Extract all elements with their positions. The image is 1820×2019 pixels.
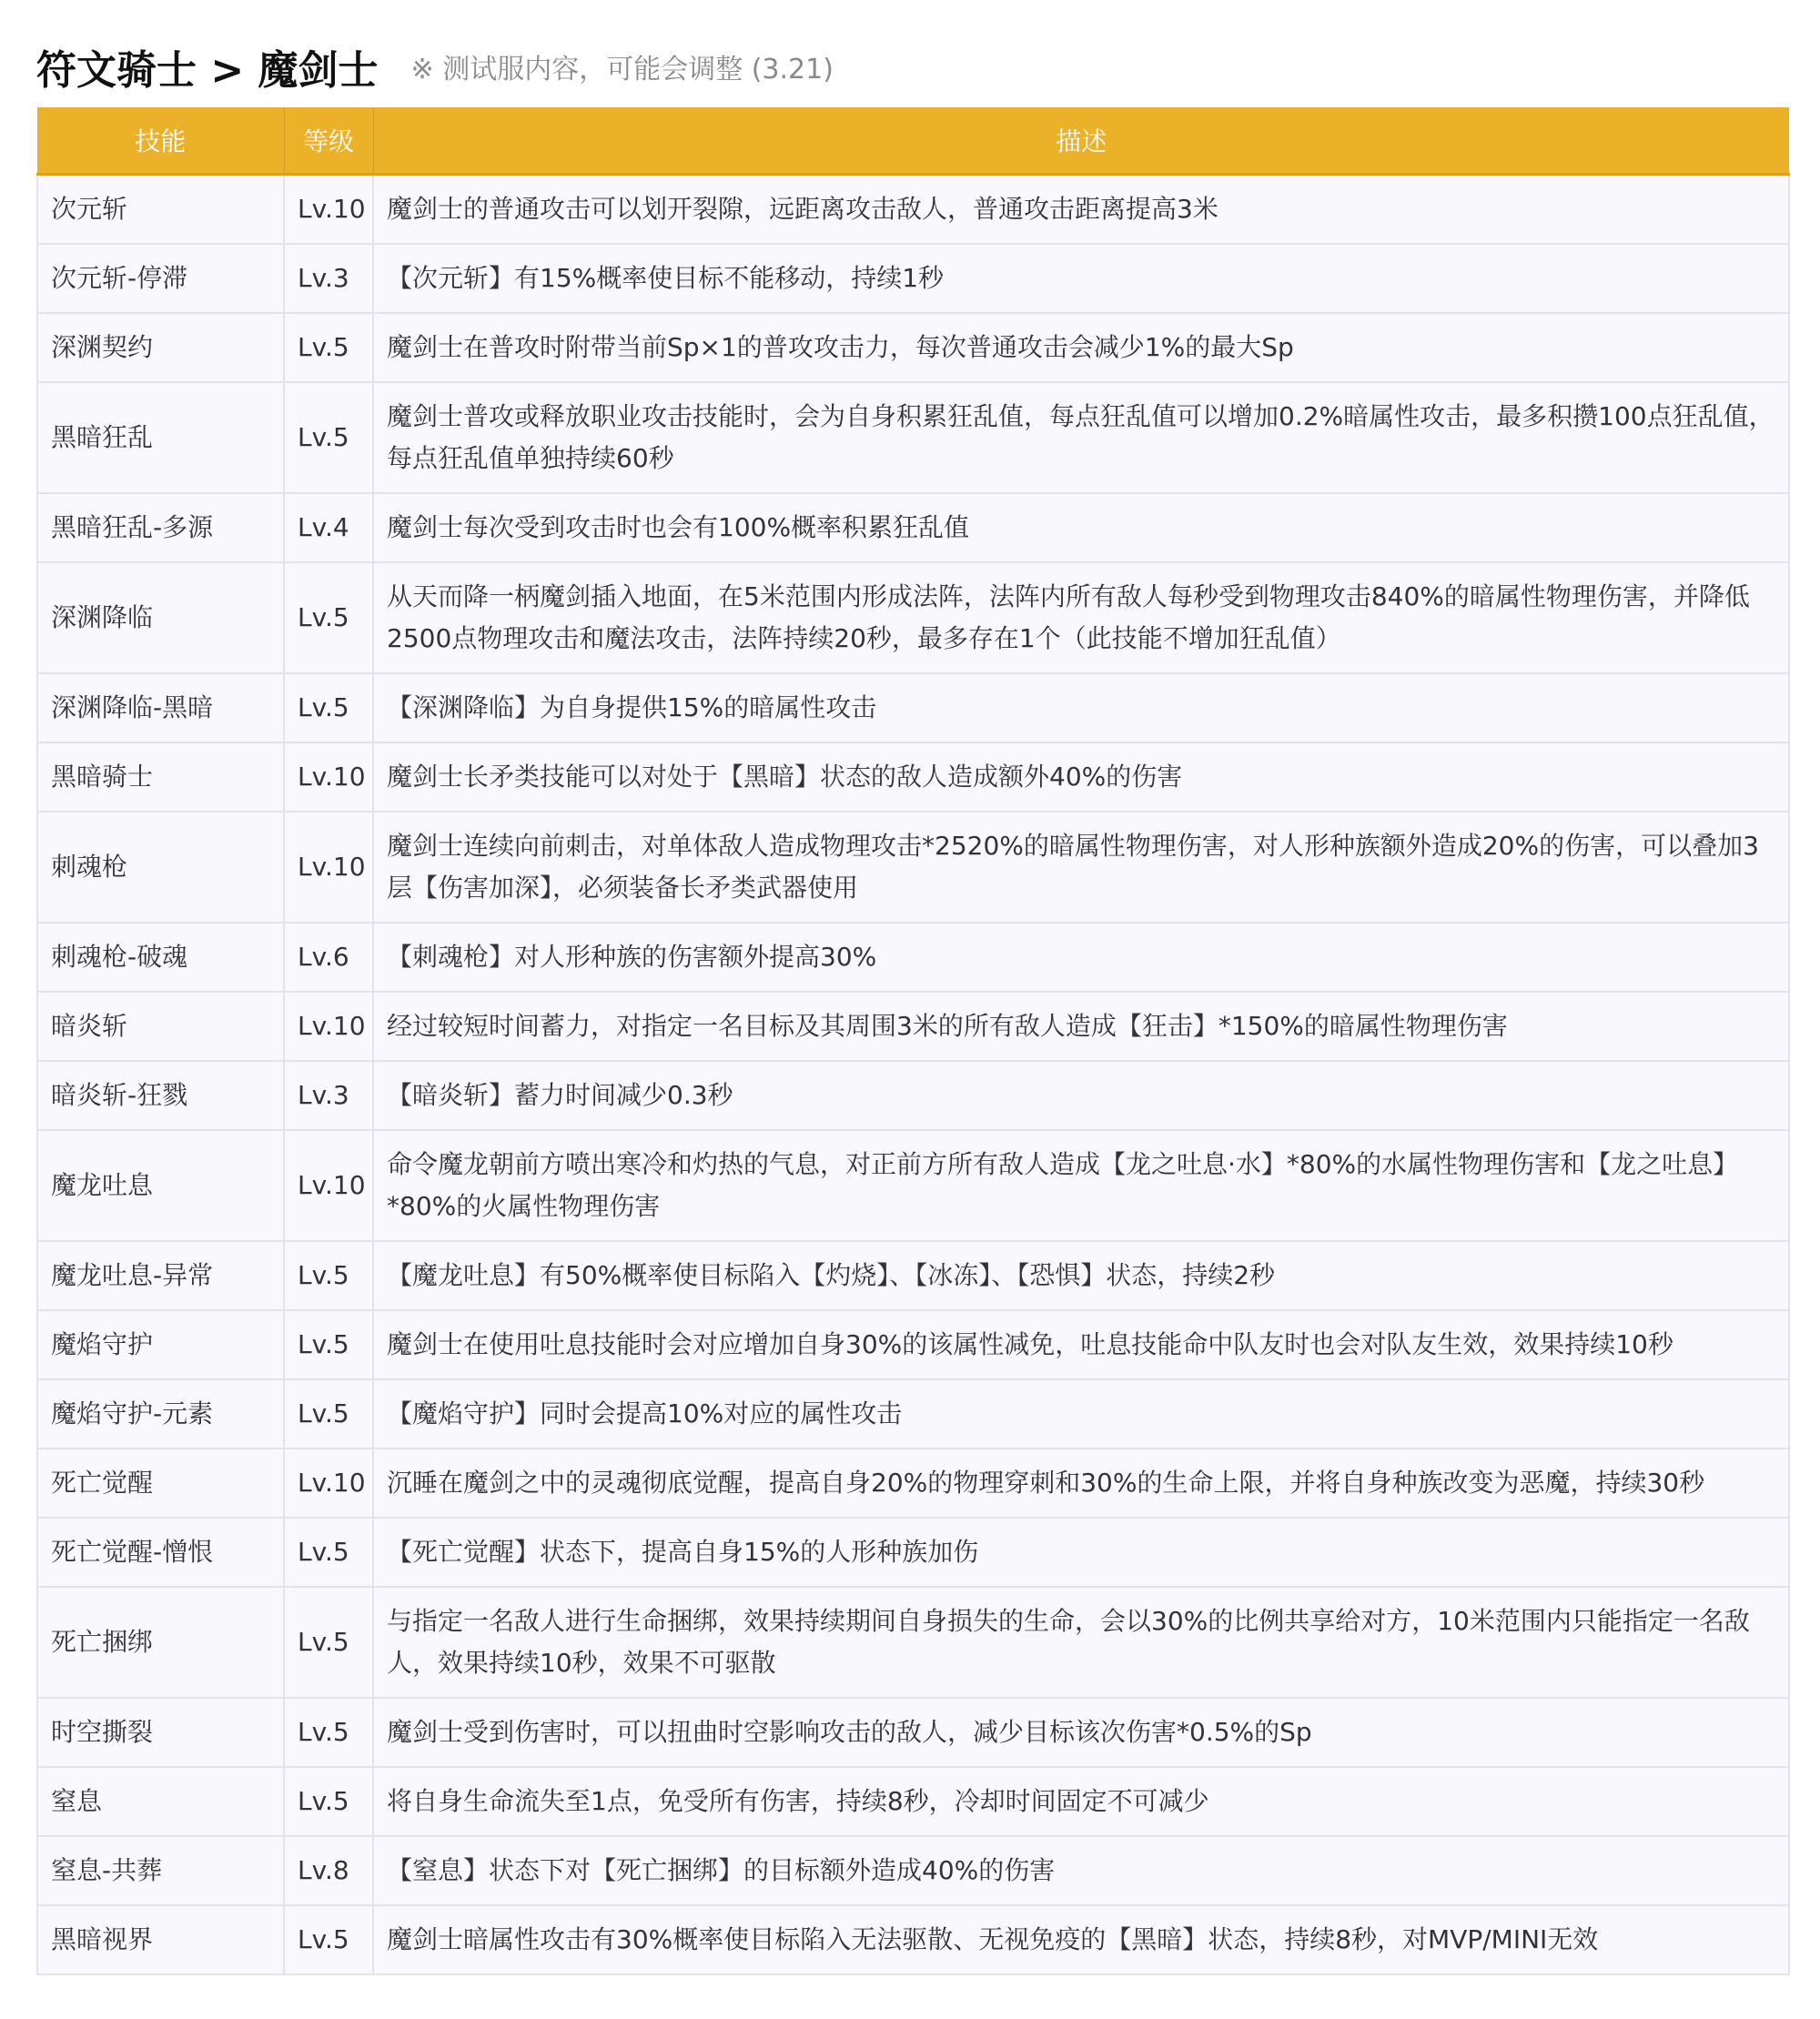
table-row (37, 1767, 1789, 1836)
skill-description: 【魔龙吐息】有50%概率使目标陷入【灼烧】、【冰冻】、【恐惧】状态，持续2秒 (373, 1241, 1789, 1310)
table-row (37, 1130, 1789, 1241)
table-row (37, 1379, 1789, 1449)
table-row (37, 1449, 1789, 1518)
skill-description: 从天而降一柄魔剑插入地面，在5米范围内形成法阵，法阵内所有敌人每秒受到物理攻击840%的暗属性物理伤害，并降低2500点物理攻击和魔法攻击，法阵持续20秒，最多存在1个（此技能不增加狂乱值） (373, 562, 1789, 673)
table-row (37, 812, 1789, 923)
skills-table (36, 107, 1790, 1975)
column-header-skill: 技能 (37, 107, 284, 175)
skill-level: Lv.5 (284, 1310, 373, 1379)
skill-name: 窒息-共葬 (37, 1836, 284, 1905)
skill-description: 魔剑士在使用吐息技能时会对应增加自身30%的该属性减免，吐息技能命中队友时也会对队友生效，效果持续10秒 (373, 1310, 1789, 1379)
skill-description: 【死亡觉醒】状态下，提高自身15%的人形种族加伤 (373, 1518, 1789, 1587)
skill-name: 魔焰守护-元素 (37, 1379, 284, 1449)
skill-level: Lv.5 (284, 1698, 373, 1767)
skill-level: Lv.10 (284, 812, 373, 923)
skill-name: 暗炎斩 (37, 992, 284, 1061)
skill-description: 魔剑士的普通攻击可以划开裂隙，远距离攻击敌人，普通攻击距离提高3米 (373, 175, 1789, 245)
table-row (37, 382, 1789, 493)
skill-description: 【次元斩】有15%概率使目标不能移动，持续1秒 (373, 244, 1789, 313)
table-row (37, 1905, 1789, 1974)
skill-level: Lv.5 (284, 1587, 373, 1698)
skill-description: 与指定一名敌人进行生命捆绑，效果持续期间自身损失的生命，会以30%的比例共享给对方，10米范围内只能指定一名敌人，效果持续10秒，效果不可驱散 (373, 1587, 1789, 1698)
skill-level: Lv.5 (284, 1767, 373, 1836)
skill-description: 魔剑士长矛类技能可以对处于【黑暗】状态的敌人造成额外40%的伤害 (373, 742, 1789, 812)
skill-name: 死亡捆绑 (37, 1587, 284, 1698)
table-row (37, 673, 1789, 742)
table-row (37, 493, 1789, 562)
skill-level: Lv.5 (284, 313, 373, 382)
skill-name: 黑暗狂乱 (37, 382, 284, 493)
skill-level: Lv.10 (284, 742, 373, 812)
skill-level: Lv.5 (284, 382, 373, 493)
table-row (37, 1518, 1789, 1587)
skill-description: 命令魔龙朝前方喷出寒冷和灼热的气息，对正前方所有敌人造成【龙之吐息·水】*80%的水属性物理伤害和【龙之吐息】*80%的火属性物理伤害 (373, 1130, 1789, 1241)
table-row (37, 313, 1789, 382)
skill-level: Lv.5 (284, 1379, 373, 1449)
skill-description: 将自身生命流失至1点，免受所有伤害，持续8秒，冷却时间固定不可减少 (373, 1767, 1789, 1836)
skill-description: 魔剑士每次受到攻击时也会有100%概率积累狂乱值 (373, 493, 1789, 562)
skill-description: 沉睡在魔剑之中的灵魂彻底觉醒，提高自身20%的物理穿刺和30%的生命上限，并将自身种族改变为恶魔，持续30秒 (373, 1449, 1789, 1518)
table-row (37, 175, 1789, 245)
skill-description: 经过较短时间蓄力，对指定一名目标及其周围3米的所有敌人造成【狂击】*150%的暗属性物理伤害 (373, 992, 1789, 1061)
skill-name: 深渊降临-黑暗 (37, 673, 284, 742)
skill-name: 窒息 (37, 1767, 284, 1836)
skill-description: 魔剑士暗属性攻击有30%概率使目标陷入无法驱散、无视免疫的【黑暗】状态，持续8秒，对MVP/MINI无效 (373, 1905, 1789, 1974)
table-row (37, 562, 1789, 673)
skill-level: Lv.5 (284, 1241, 373, 1310)
column-header-level: 等级 (284, 107, 373, 175)
column-header-description: 描述 (373, 107, 1789, 175)
table-row (37, 1241, 1789, 1310)
skill-level: Lv.4 (284, 493, 373, 562)
skill-name: 魔龙吐息 (37, 1130, 284, 1241)
skill-description: 魔剑士受到伤害时，可以扭曲时空影响攻击的敌人，减少目标该次伤害*0.5%的Sp (373, 1698, 1789, 1767)
table-row (37, 1061, 1789, 1130)
skill-description: 【深渊降临】为自身提供15%的暗属性攻击 (373, 673, 1789, 742)
page-header (36, 35, 834, 98)
skill-description: 魔剑士在普攻时附带当前Sp×1的普攻攻击力，每次普通攻击会减少1%的最大Sp (373, 313, 1789, 382)
skill-name: 深渊降临 (37, 562, 284, 673)
skill-description: 魔剑士连续向前刺击，对单体敌人造成物理攻击*2520%的暗属性物理伤害，对人形种族额外造成20%的伤害，可以叠加3层【伤害加深】，必须装备长矛类武器使用 (373, 812, 1789, 923)
skill-name: 魔焰守护 (37, 1310, 284, 1379)
skill-name: 深渊契约 (37, 313, 284, 382)
table-row (37, 992, 1789, 1061)
skill-level: Lv.10 (284, 1130, 373, 1241)
skill-name: 黑暗狂乱-多源 (37, 493, 284, 562)
table-row (37, 742, 1789, 812)
skill-description: 魔剑士普攻或释放职业攻击技能时，会为自身积累狂乱值，每点狂乱值可以增加0.2%暗属性攻击，最多积攒100点狂乱值，每点狂乱值单独持续60秒 (373, 382, 1789, 493)
table-row (37, 1698, 1789, 1767)
skill-level: Lv.5 (284, 1905, 373, 1974)
skill-level: Lv.5 (284, 1518, 373, 1587)
skill-name: 暗炎斩-狂戮 (37, 1061, 284, 1130)
skill-level: Lv.3 (284, 244, 373, 313)
skill-description: 【暗炎斩】蓄力时间减少0.3秒 (373, 1061, 1789, 1130)
skill-level: Lv.6 (284, 923, 373, 992)
skill-description: 【窒息】状态下对【死亡捆绑】的目标额外造成40%的伤害 (373, 1836, 1789, 1905)
skill-name: 刺魂枪 (37, 812, 284, 923)
skill-name: 次元斩-停滞 (37, 244, 284, 313)
skill-level: Lv.5 (284, 673, 373, 742)
skill-name: 黑暗视界 (37, 1905, 284, 1974)
table-header (37, 107, 1789, 175)
skill-level: Lv.8 (284, 1836, 373, 1905)
skill-name: 黑暗骑士 (37, 742, 284, 812)
skill-name: 魔龙吐息-异常 (37, 1241, 284, 1310)
skill-name: 刺魂枪-破魂 (37, 923, 284, 992)
skill-description: 【魔焰守护】同时会提高10%对应的属性攻击 (373, 1379, 1789, 1449)
page-title: 符文骑士 > 魔剑士 (36, 47, 379, 94)
skill-level: Lv.10 (284, 1449, 373, 1518)
skill-name: 时空撕裂 (37, 1698, 284, 1767)
skill-name: 死亡觉醒 (37, 1449, 284, 1518)
skill-name: 次元斩 (37, 175, 284, 245)
table-row (37, 244, 1789, 313)
test-server-note: ※ 测试服内容，可能会调整 (3.21) (410, 54, 834, 86)
skill-level: Lv.10 (284, 175, 373, 245)
table-row (37, 1587, 1789, 1698)
skill-description: 【刺魂枪】对人形种族的伤害额外提高30% (373, 923, 1789, 992)
table-row (37, 923, 1789, 992)
skill-level: Lv.5 (284, 562, 373, 673)
skill-level: Lv.3 (284, 1061, 373, 1130)
table-body (37, 175, 1789, 1975)
skill-level: Lv.10 (284, 992, 373, 1061)
table-row (37, 1310, 1789, 1379)
table-row (37, 1836, 1789, 1905)
skill-name: 死亡觉醒-憎恨 (37, 1518, 284, 1587)
